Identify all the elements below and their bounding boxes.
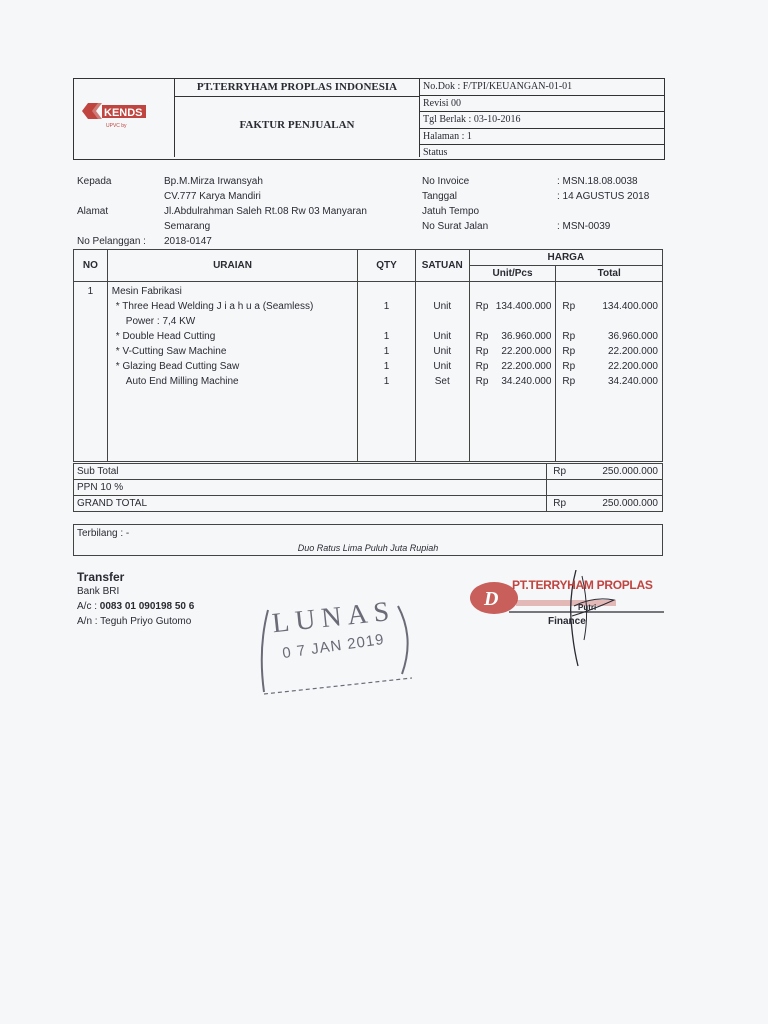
row-uraian bbox=[107, 282, 357, 462]
svg-text:D: D bbox=[484, 588, 499, 610]
transfer-account: A/c : 0083 01 090198 50 6 bbox=[77, 601, 195, 612]
item-desc: Power : 7,4 KW bbox=[125, 316, 196, 327]
no-pelanggan-label: No Pelanggan : bbox=[77, 236, 146, 247]
jatuh-tempo-label: Jatuh Tempo bbox=[422, 206, 480, 217]
lunas-stamp-text: LUNAS bbox=[270, 595, 397, 640]
no-pelanggan: 2018-0147 bbox=[164, 236, 212, 247]
tgl-berlaku: Tgl Berlak : 03-10-2016 bbox=[420, 112, 664, 129]
kepada-name: Bp.M.Mirza Irwansyah bbox=[164, 176, 263, 187]
grand-total-label: GRAND TOTAL bbox=[74, 496, 547, 512]
status: Status bbox=[423, 147, 448, 159]
items-table bbox=[73, 249, 663, 462]
sub-total-label: Sub Total bbox=[74, 464, 547, 480]
svg-text:UPVC by: UPVC by bbox=[106, 123, 127, 129]
lunas-stamp bbox=[250, 588, 420, 708]
company-stamp bbox=[464, 570, 664, 670]
sub-total-rp: Rp bbox=[553, 465, 567, 477]
group-label: Mesin Fabrikasi bbox=[111, 286, 182, 297]
item-desc: * Three Head Welding J i a h u a (Seamless) bbox=[115, 301, 314, 312]
revisi: Revisi 00 bbox=[420, 96, 664, 113]
signer-name: Putri bbox=[578, 603, 597, 612]
table-row bbox=[74, 282, 663, 462]
terbilang-label: Terbilang : - bbox=[77, 528, 130, 539]
col-satuan-header: SATUAN bbox=[415, 250, 469, 282]
kepada-company: CV.777 Karya Mandiri bbox=[164, 191, 261, 202]
lunas-stamp-date: 0 7 JAN 2019 bbox=[281, 630, 386, 663]
alamat-line2: Semarang bbox=[164, 221, 211, 232]
item-desc: * V-Cutting Saw Machine bbox=[115, 346, 227, 357]
alamat-label: Alamat bbox=[77, 206, 109, 217]
grand-total-rp: Rp bbox=[553, 497, 567, 509]
row-qty: 1 1 1 1 1 bbox=[358, 282, 416, 462]
no-dok: No.Dok : F/TPI/KEUANGAN-01-01 bbox=[420, 79, 664, 96]
halaman: Halaman : 1 bbox=[420, 129, 664, 146]
col-unit-pcs-header: Unit/Pcs bbox=[469, 266, 556, 282]
item-desc: Auto End Milling Machine bbox=[125, 376, 239, 387]
row-no: 1 bbox=[74, 282, 108, 462]
item-desc: * Glazing Bead Cutting Saw bbox=[115, 361, 240, 372]
company-name: PT.TERRYHAM PROPLAS INDONESIA bbox=[175, 79, 419, 97]
row-satuan: Unit Unit Unit Unit Set bbox=[415, 282, 469, 462]
sub-total-row bbox=[74, 464, 663, 480]
terbilang-box bbox=[73, 524, 663, 556]
kends-logo-icon bbox=[74, 79, 174, 157]
transfer-title: Transfer bbox=[77, 570, 125, 584]
col-qty-header: QTY bbox=[358, 250, 416, 282]
transfer-bank: Bank BRI bbox=[77, 586, 120, 597]
no-invoice-label: No Invoice bbox=[422, 176, 470, 187]
tanggal-label: Tanggal bbox=[422, 191, 458, 202]
col-total-header: Total bbox=[556, 266, 663, 282]
col-no-header: NO bbox=[74, 250, 108, 282]
company-logo bbox=[74, 79, 175, 157]
row-unit-price: Rp 134.400.000 Rp 36.960.000 Rp 22.200.000 Rp 22.200.000 Rp 34.240.000 bbox=[469, 282, 556, 462]
tanggal: : 14 AGUSTUS 2018 bbox=[557, 191, 650, 202]
header-title-block bbox=[175, 79, 420, 157]
svg-text:KENDS: KENDS bbox=[104, 107, 143, 119]
sub-total-value: 250.000.000 bbox=[602, 465, 658, 477]
document-control-block bbox=[420, 79, 664, 157]
no-invoice: : MSN.18.08.0038 bbox=[557, 176, 638, 187]
totals-table bbox=[73, 463, 663, 512]
no-surat-jalan: : MSN-0039 bbox=[557, 221, 611, 232]
col-uraian-header: URAIAN bbox=[107, 250, 357, 282]
ppn-row bbox=[74, 480, 663, 496]
no-surat-jalan-label: No Surat Jalan bbox=[422, 221, 489, 232]
transfer-account-name: A/n : Teguh Priyo Gutomo bbox=[77, 616, 192, 627]
row-total: Rp 134.400.000 Rp 36.960.000 Rp 22.200.000 Rp 22.200.000 Rp 34.240.000 bbox=[556, 282, 663, 462]
grand-total-row bbox=[74, 496, 663, 512]
alamat-line1: Jl.Abdulrahman Saleh Rt.08 Rw 03 Manyaran bbox=[164, 206, 367, 217]
kepada-label: Kepada bbox=[77, 176, 112, 187]
ppn-label: PPN 10 % bbox=[74, 480, 547, 496]
item-desc: * Double Head Cutting bbox=[115, 331, 216, 342]
signer-role: Finance bbox=[548, 616, 586, 627]
grand-total-value: 250.000.000 bbox=[602, 497, 658, 509]
document-header bbox=[73, 78, 665, 160]
terbilang-text: Duo Ratus Lima Puluh Juta Rupiah bbox=[297, 543, 439, 553]
document-title: FAKTUR PENJUALAN bbox=[239, 119, 355, 131]
col-harga-header: HARGA bbox=[469, 250, 662, 266]
company-stamp-text: PT.TERRYHAM PROPLAS bbox=[512, 578, 653, 592]
